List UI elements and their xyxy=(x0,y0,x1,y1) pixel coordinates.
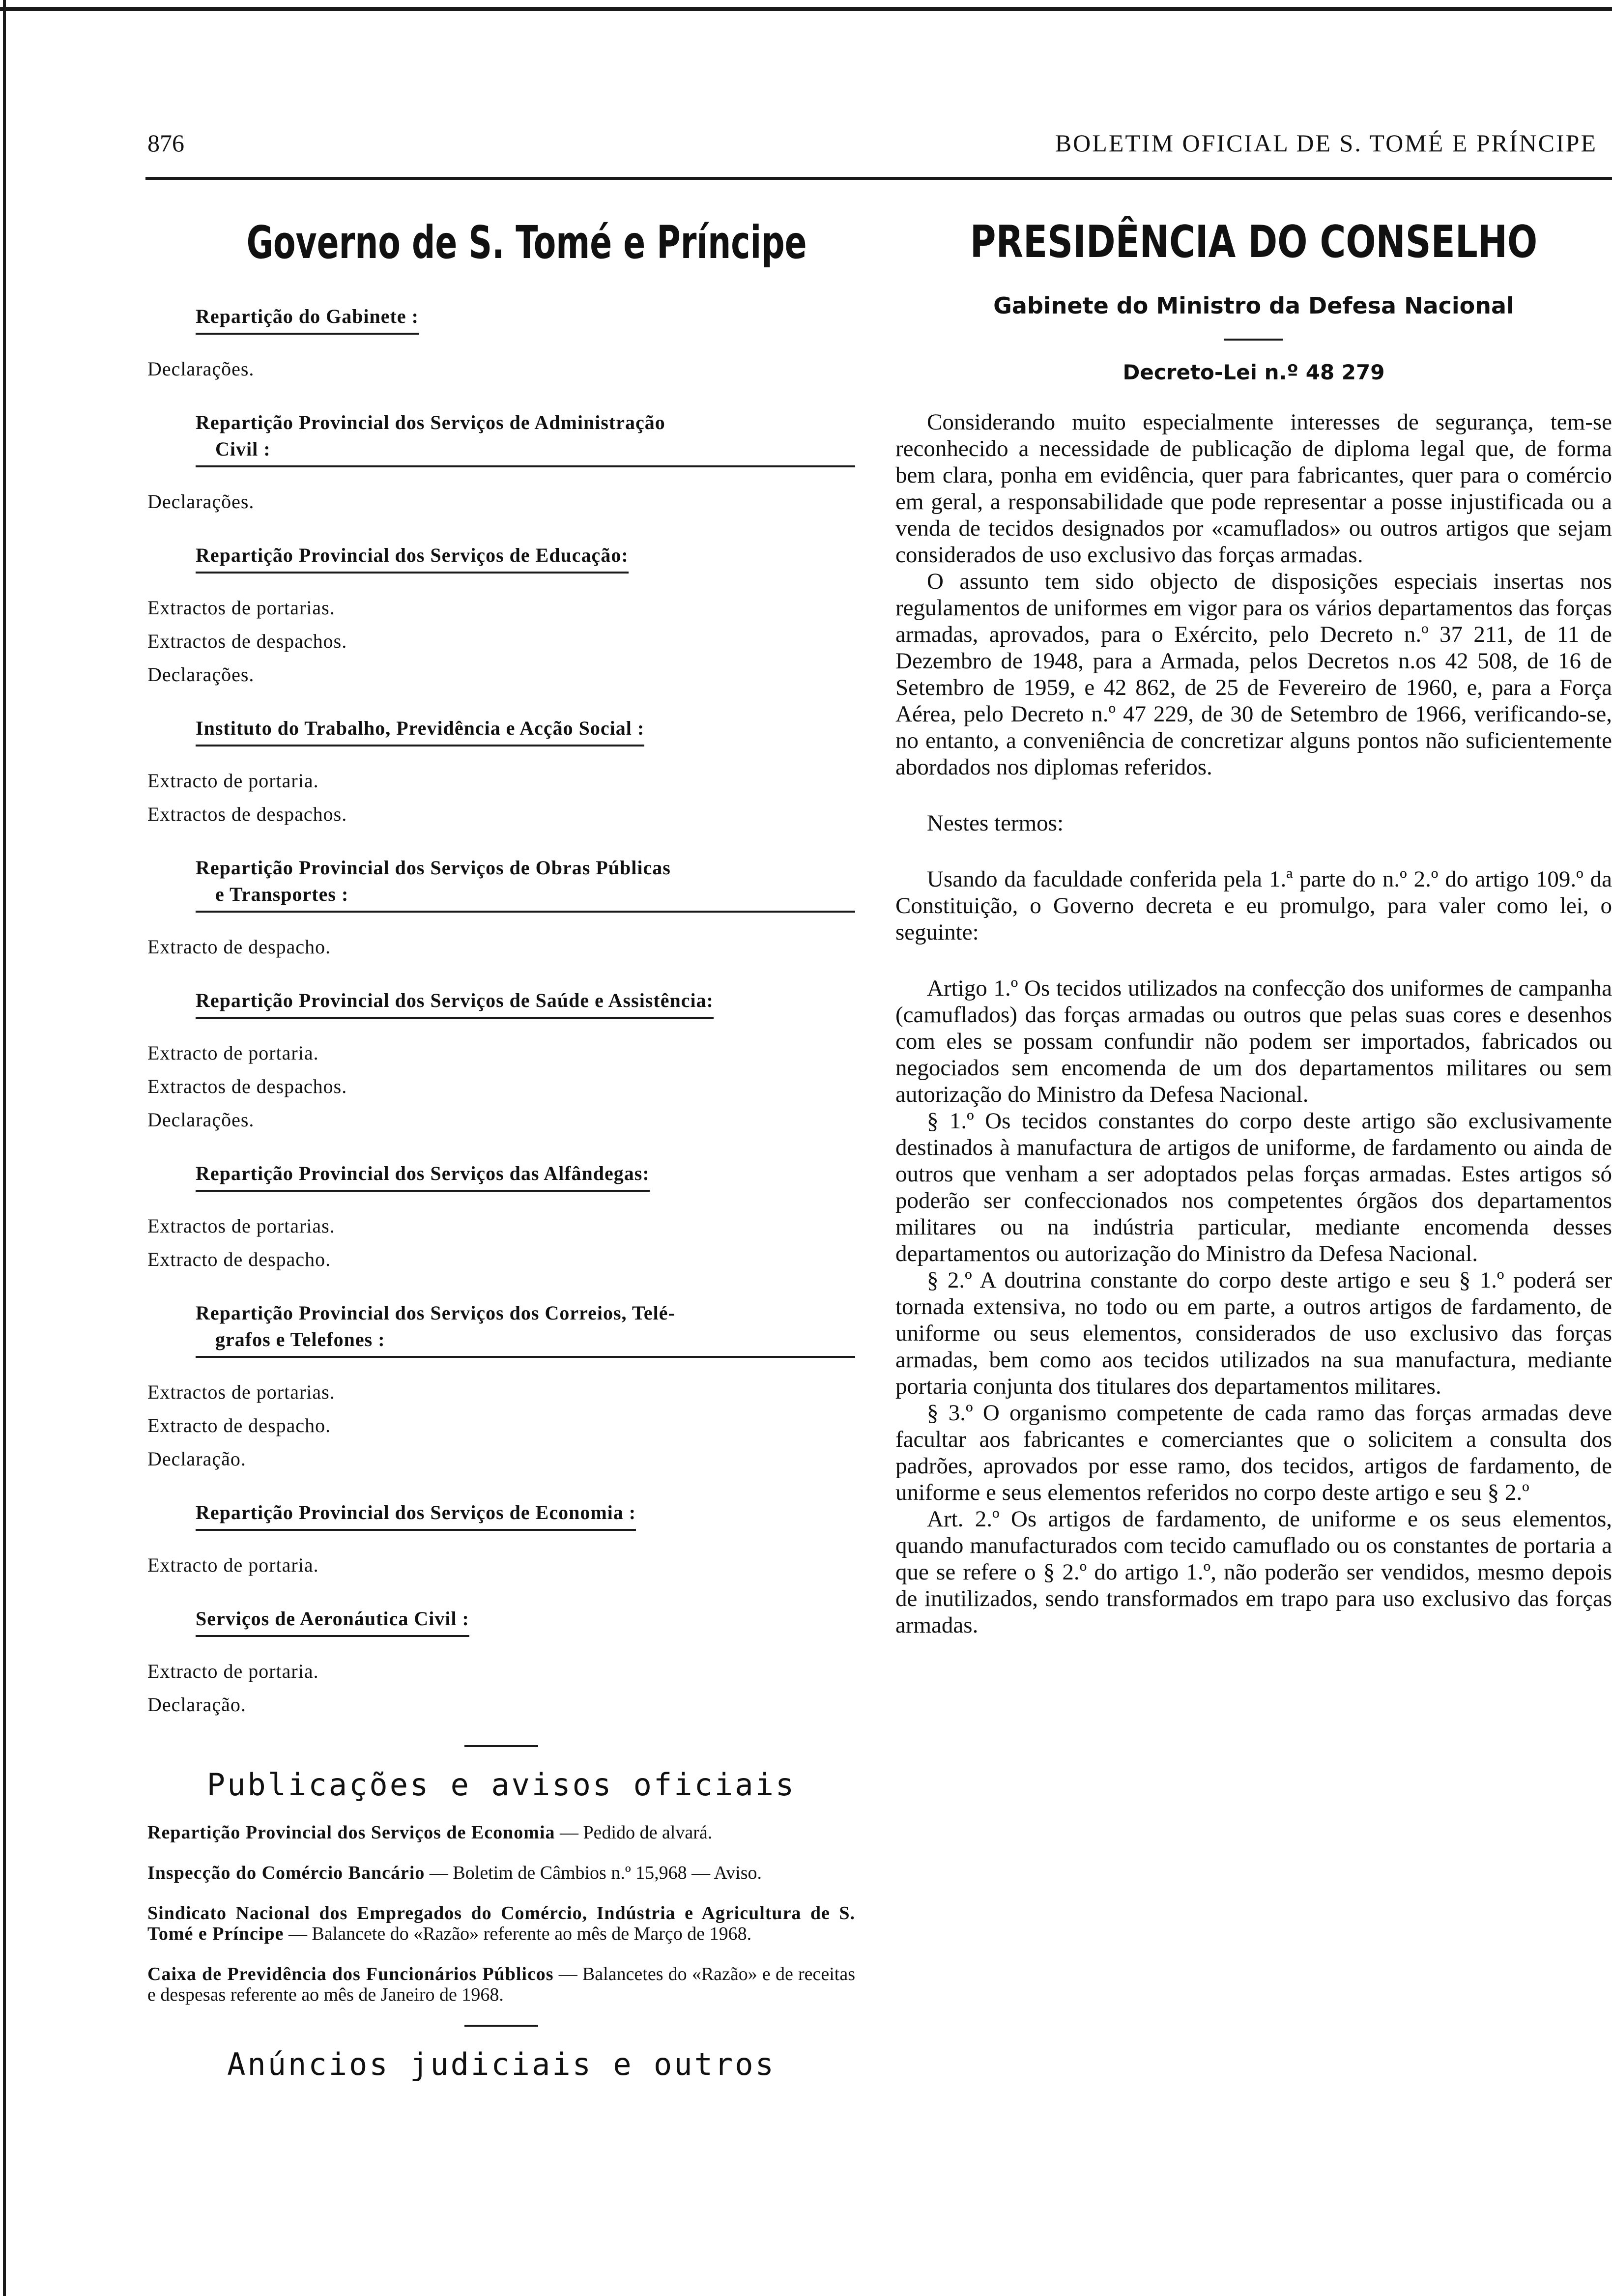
publication-entry xyxy=(147,1863,855,1883)
section-block xyxy=(147,542,855,691)
section-heading-text: Serviços de Aeronáutica Civil : xyxy=(196,1607,469,1630)
cabinet-subtitle: Gabinete do Ministro da Defesa Nacional xyxy=(993,292,1514,319)
section-item: Declarações. xyxy=(147,663,255,686)
section-block xyxy=(147,409,855,518)
publication-source: Inspecção do Comércio Bancário xyxy=(147,1863,425,1883)
presidency-title: PRESIDÊNCIA DO CONSELHO xyxy=(970,216,1538,268)
sections-list xyxy=(147,303,855,1722)
publication-entry xyxy=(147,1822,855,1843)
section-items xyxy=(147,352,855,386)
section-heading-text: Repartição Provincial dos Serviços de Obras Públicas xyxy=(196,857,671,879)
section-item: Extractos de portarias. xyxy=(147,1215,335,1237)
section-heading-text: Repartição Provincial dos Serviços dos Correios, Telé- xyxy=(196,1302,675,1324)
section-heading xyxy=(196,987,714,1019)
section-heading xyxy=(196,409,855,467)
section-items xyxy=(147,1209,855,1276)
header-rule xyxy=(145,177,1612,180)
section-heading-text: Repartição do Gabinete : xyxy=(196,305,419,327)
section-item: Extractos de portarias. xyxy=(147,597,335,619)
section-heading xyxy=(196,855,855,913)
page-border-left xyxy=(3,0,6,2296)
section-item: Declaração. xyxy=(147,1448,246,1470)
decree-body xyxy=(895,409,1612,1638)
section-item: Extracto de despacho. xyxy=(147,1248,331,1270)
divider xyxy=(1224,339,1283,341)
decree-paragraph: Art. 2.º Os artigos de fardamento, de uniforme e os seus elementos, quando manufacturados com tecido camuflado ou os constantes de portaria a que se refere o § 2.º do artigo 1.º, não poderão ser vendidos, mesmo depois de inutilizados, sendo transformados em trapo para uso exclusivo das forças armadas. xyxy=(895,1506,1612,1638)
decree-paragraph: Considerando muito especialmente interesses de segurança, tem-se reconhecido a necessidade de publicação de diploma legal que, de forma bem clara, ponha em evidência, quer para fabricantes, quer para o comércio em geral, a responsabilidade que pode representar a posse injustificada ou a venda de tecidos designados por «camuflados» ou outros artigos que sejam considerados de uso exclusivo das forças armadas. xyxy=(895,409,1612,568)
section-item: Extracto de portaria. xyxy=(147,1042,319,1064)
section-heading-text: Instituto do Trabalho, Previdência e Acção Social : xyxy=(196,717,645,739)
section-items xyxy=(147,1549,855,1582)
section-heading-continuation: grafos e Telefones : xyxy=(215,1328,385,1350)
section-item: Extractos de portarias. xyxy=(147,1381,335,1403)
section-block xyxy=(147,987,855,1137)
decree-paragraph: Artigo 1.º Os tecidos utilizados na confecção dos uniformes de campanha (camuflados) das forças armadas ou outros que pelas suas cores e desenhos com eles se possam confundir não podem ser importados, fabricados ou negociados sem encomenda de um dos departamentos militares ou sem autorização do Ministro da Defesa Nacional. xyxy=(895,976,1612,1107)
section-block xyxy=(147,715,855,831)
section-heading xyxy=(196,1300,855,1358)
decree-paragraph: § 1.º Os tecidos constantes do corpo deste artigo são exclusivamente destinados à manufactura de artigos de uniforme, de fardamento ou ainda de outros que venham a ser adoptados pelas forças armadas. Estes artigos só poderão ser confeccionados nos competentes órgãos dos departamentos militares ou na indústria particular, mediante encomenda desses departamentos ou autorização do Ministro da Defesa Nacional. xyxy=(895,1108,1612,1266)
section-items xyxy=(147,1376,855,1476)
section-items xyxy=(147,485,855,518)
section-item: Declaração. xyxy=(147,1693,246,1716)
section-heading xyxy=(196,303,419,335)
section-items xyxy=(147,1655,855,1722)
section-heading-text: Repartição Provincial dos Serviços de Administração xyxy=(196,411,665,433)
section-item: Declarações. xyxy=(147,490,255,513)
publications-list xyxy=(147,1822,855,2005)
publication-source: Sindicato Nacional dos Empregados do Comércio, Indústria e Agricultura de S. Tomé e Príncipe xyxy=(147,1903,855,1944)
section-item: Declarações. xyxy=(147,358,255,380)
section-heading xyxy=(196,1160,650,1192)
section-heading xyxy=(196,1606,469,1637)
section-item: Declarações. xyxy=(147,1109,255,1131)
section-block xyxy=(147,855,855,964)
decree-paragraph: O assunto tem sido objecto de disposições especiais insertas nos regulamentos de uniformes em vigor para os vários departamentos das forças armadas, aprovados, para o Exército, pelo Decreto n.º 37 211, de 11 de Dezembro de 1948, para a Armada, pelos Decretos n.os 42 508, de 16 de Setembro de 1959, e 42 862, de 25 de Fevereiro de 1960, e, para a Força Aérea, pelo Decreto n.º 47 229, de 30 de Setembro de 1966, verificando-se, no entanto, a conveniência de concretizar alguns pontos não suficientemente abordados nos diplomas referidos. xyxy=(895,569,1612,780)
page-number: 876 xyxy=(147,129,184,157)
decree-paragraph: § 2.º A doutrina constante do corpo deste artigo e seu § 1.º poderá ser tornada extensiva, no todo ou em parte, a outros artigos de fardamento, de uniforme ou seus elementos, considerados de uso exclusivo das forças armadas, bem como aos tecidos utilizados na sua manufactura, mediante portaria conjunta dos titulares dos departamentos militares. xyxy=(895,1267,1612,1399)
divider xyxy=(464,1745,538,1747)
section-block xyxy=(147,303,855,386)
decree-number: Decreto-Lei n.º 48 279 xyxy=(1123,360,1385,384)
section-heading-text: Repartição Provincial dos Serviços de Educação: xyxy=(196,544,629,566)
announcements-title: Anúncios judiciais e outros xyxy=(227,2046,776,2082)
section-item: Extracto de despacho. xyxy=(147,936,331,958)
section-heading-text: Repartição Provincial dos Serviços de Economia : xyxy=(196,1501,636,1523)
decree-paragraph: § 3.º O organismo competente de cada ramo das forças armadas deve facultar aos fabricantes e comerciantes que o solicitem a consulta dos padrões, aprovados por esse ramo, dos tecidos, artigos de fardamento, de uniforme e seus elementos referidos no corpo deste artigo e seu § 2.º xyxy=(895,1400,1612,1505)
section-heading-text: Repartição Provincial dos Serviços de Saúde e Assistência: xyxy=(196,989,714,1011)
section-heading xyxy=(196,1499,636,1531)
decree-paragraph: Nestes termos: xyxy=(927,810,1064,836)
section-item: Extractos de despachos. xyxy=(147,630,347,652)
left-column xyxy=(147,216,855,2102)
section-item: Extracto de portaria. xyxy=(147,1554,319,1576)
publication-description: — Boletim de Câmbios n.º 15,968 — Aviso. xyxy=(425,1863,762,1883)
section-item: Extracto de despacho. xyxy=(147,1414,331,1436)
section-items xyxy=(147,591,855,691)
section-items xyxy=(147,764,855,831)
section-item: Extractos de despachos. xyxy=(147,803,347,825)
section-item: Extracto de portaria. xyxy=(147,1660,319,1682)
right-column xyxy=(895,216,1612,1638)
section-items xyxy=(147,930,855,964)
section-block xyxy=(147,1606,855,1722)
publication-title: BOLETIM OFICIAL DE S. TOMÉ E PRÍNCIPE xyxy=(1055,129,1597,157)
publication-source: Repartição Provincial dos Serviços de Economia xyxy=(147,1822,555,1843)
section-block xyxy=(147,1300,855,1476)
government-title: Governo de S. Tomé e Príncipe xyxy=(246,216,807,269)
section-heading-text: Repartição Provincial dos Serviços das Alfândegas: xyxy=(196,1162,650,1184)
section-block xyxy=(147,1499,855,1582)
section-item: Extractos de despachos. xyxy=(147,1075,347,1097)
decree-paragraph: Usando da faculdade conferida pela 1.ª parte do n.º 2.º do artigo 109.º da Constituição, o Governo decreta e eu promulgo, para valer como lei, o seguinte: xyxy=(895,866,1612,945)
section-heading xyxy=(196,542,629,574)
publication-description: — Balancetes do «Razão» e de receitas e despesas referente ao mês de Janeiro de 1968. xyxy=(147,1964,855,2005)
publications-title: Publicações e avisos oficiais xyxy=(206,1767,796,1803)
publication-entry xyxy=(147,1964,855,2005)
publication-entry xyxy=(147,1903,855,1944)
publication-source: Caixa de Previdência dos Funcionários Públicos xyxy=(147,1964,554,1984)
section-heading xyxy=(196,715,644,746)
section-item: Extracto de portaria. xyxy=(147,770,319,792)
section-heading-continuation: e Transportes : xyxy=(215,883,349,905)
divider xyxy=(464,2025,538,2027)
page-border-top xyxy=(0,7,1612,11)
publication-description: — Balancete do «Razão» referente ao mês de Março de 1968. xyxy=(284,1923,752,1944)
section-items xyxy=(147,1036,855,1137)
section-heading-continuation: Civil : xyxy=(215,438,271,460)
section-block xyxy=(147,1160,855,1276)
publication-description: — Pedido de alvará. xyxy=(555,1822,713,1843)
